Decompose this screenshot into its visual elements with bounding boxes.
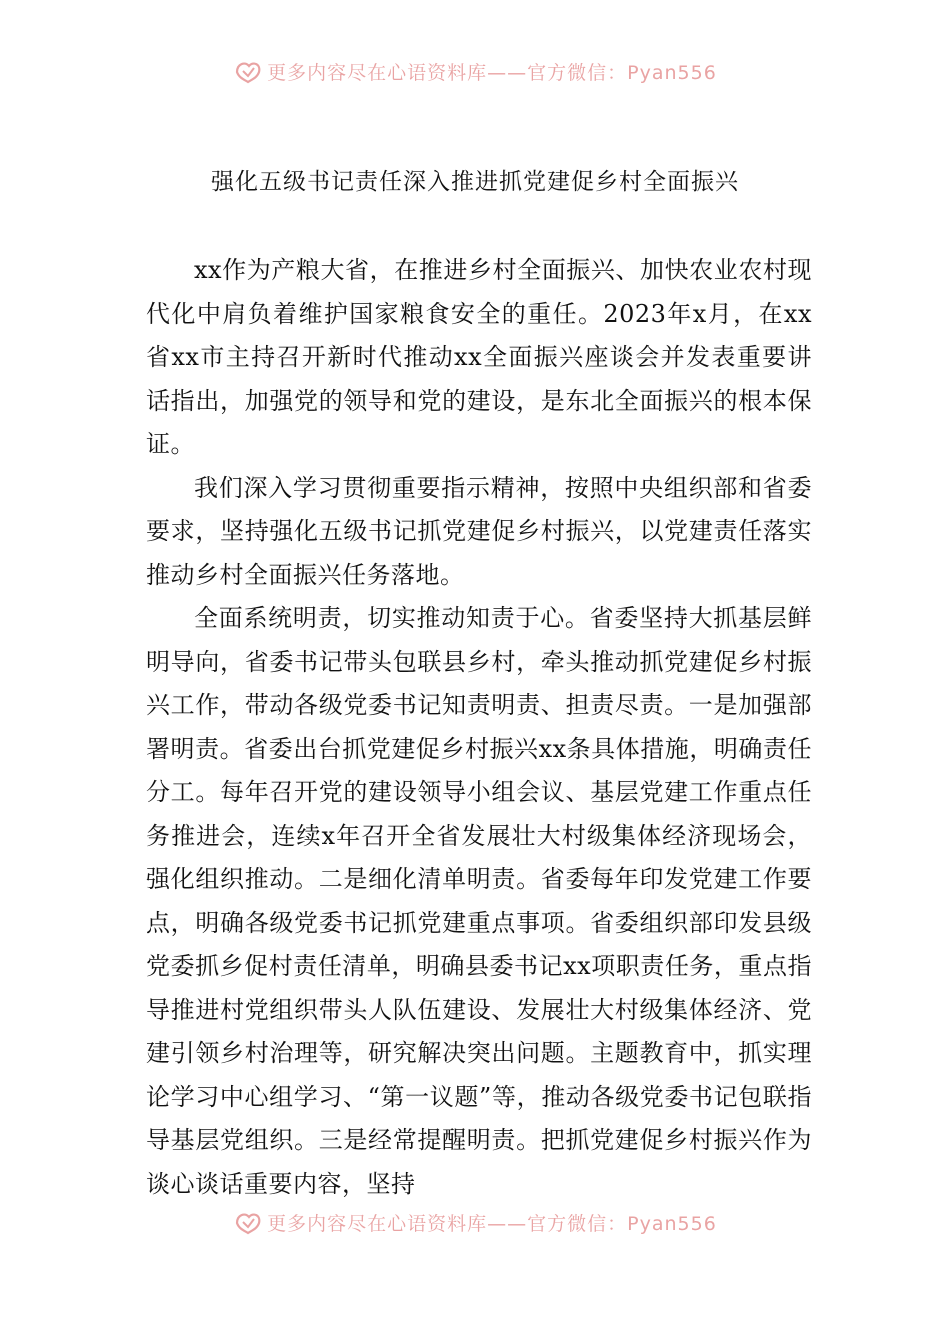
paragraph-2: 我们深入学习贯彻重要指示精神，按照中央组织部和省委要求，坚持强化五级书记抓党建促乡村振兴，以党建责任落实推动乡村全面振兴任务落地。 [146, 473, 812, 589]
watermark-bottom [0, 1205, 950, 1239]
watermark-text: 更多内容尽在心语资料库——官方微信：Pyan556 [267, 1212, 717, 1235]
paragraph-3: 全面系统明责，切实推动知责于心。省委坚持大抓基层鲜明导向，省委书记带头包联县乡村，牵头推动抓党建促乡村振兴工作，带动各级党委书记知责明责、担责尽责。一是加强部署明责。省委出台抓党建促乡村振兴xx条具体措施，明确责任分工。每年召开党的建设领导小组会议、基层党建工作重点任务推进会，连续x年召开全省发展壮大村级集体经济现场会，强化组织推动。二是细化清单明责。省委每年印发党建工作要点，明确各级党委书记抓党建重点事项。省委组织部印发县级党委抓乡促村责任清单，明确县委书记xx项职责任务，重点指导推进村党组织带头人队伍建设、发展壮大村级集体经济、党建引领乡村治理等，研究解决突出问题。主题教育中，抓实理论学习中心组学习、“第一议题”等，推动各级党委书记包联指导基层党组织。三是经常提醒明责。把抓党建促乡村振兴作为谈心谈话重要内容，坚持 [146, 604, 812, 1198]
watermark-text: 更多内容尽在心语资料库——官方微信：Pyan556 [267, 61, 717, 84]
paragraph-1: xx作为产粮大省，在推进乡村全面振兴、加快农业农村现代化中肩负着维护国家粮食安全的重任。2023年x月，在xx省xx市主持召开新时代推动xx全面振兴座谈会并发表重要讲话指出，加强党的领导和党的建设，是东北全面振兴的根本保证。 [146, 256, 812, 458]
watermark-logo-icon [233, 58, 263, 84]
document-body [146, 249, 812, 1209]
document-title: 强化五级书记责任深入推进抓党建促乡村全面振兴 [211, 169, 739, 195]
watermark-logo-icon [233, 1209, 263, 1235]
watermark-top [0, 54, 950, 88]
